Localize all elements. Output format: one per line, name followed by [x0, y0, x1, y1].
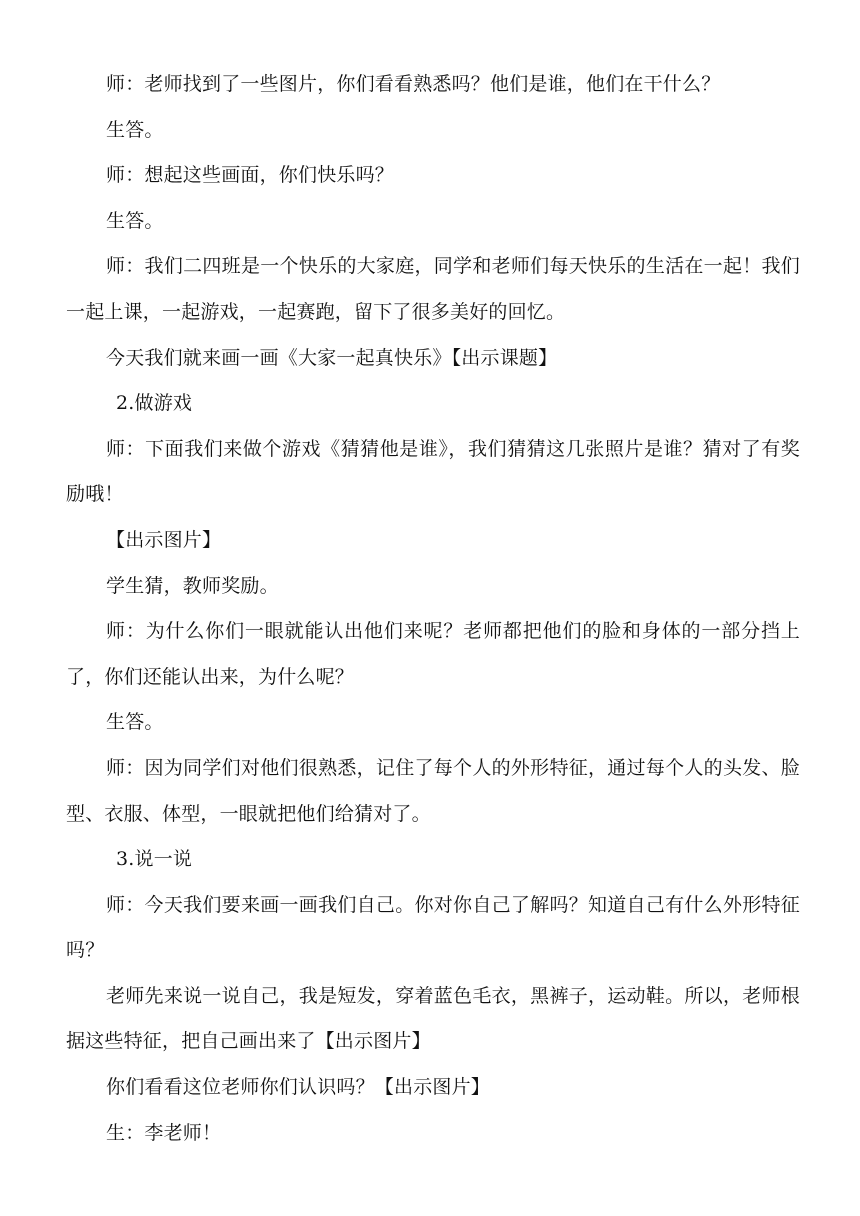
paragraph-student-answer-1: 生答。	[106, 118, 164, 141]
paragraph-teacher-self-description: 老师先来说一说自己，我是短发，穿着蓝色毛衣，黑裤子，运动鞋。所以，老师根据这些特征，把自己画出来了【出示图片】	[66, 984, 800, 1053]
paragraph-teacher-happy: 师：想起这些画面，你们快乐吗？	[106, 164, 395, 187]
paragraph-recognize-teacher: 你们看看这位老师你们认识吗？【出示图片】	[106, 1076, 491, 1099]
paragraph-students-guess: 学生猜，教师奖励。	[106, 574, 279, 597]
paragraph-student-answer-3: 生答。	[106, 711, 164, 734]
paragraph-teacher-why: 师：为什么你们一眼就能认出他们来呢？老师都把他们的脸和身体的一部分挡上了，你们还能认出来，为什么呢？	[66, 620, 800, 688]
paragraph-teacher-features: 师：因为同学们对他们很熟悉，记住了每个人的外形特征，通过每个人的头发、脸型、衣服、体型，一眼就把他们给猜对了。	[66, 756, 800, 825]
paragraph-teacher-draw-ourselves: 师：今天我们要来画一画我们自己。你对你自己了解吗？知道自己有什么外形特征吗？	[66, 893, 800, 962]
paragraph-teacher-class-family: 师：我们二四班是一个快乐的大家庭，同学和老师们每天快乐的生活在一起！我们一起上课，一起游戏，一起赛跑，留下了很多美好的回忆。	[66, 255, 800, 323]
document-page	[66, 62, 800, 1156]
paragraph-today-topic: 今天我们就来画一画《大家一起真快乐》【出示课题】	[106, 346, 558, 369]
section-heading-talk: 3.说一说	[116, 848, 193, 871]
section-heading-game: 2.做游戏	[116, 392, 193, 415]
paragraph-student-answer-2: 生答。	[106, 209, 164, 232]
paragraph-teacher-pictures: 师：老师找到了一些图片，你们看看熟悉吗？他们是谁，他们在干什么？	[106, 73, 721, 95]
paragraph-student-li-teacher: 生：李老师！	[106, 1121, 222, 1144]
paragraph-show-pictures-1: 【出示图片】	[106, 528, 222, 551]
paragraph-teacher-game: 师：下面我们来做个游戏《猜猜他是谁》，我们猜猜这几张照片是谁？猜对了有奖励哦！	[66, 437, 800, 506]
